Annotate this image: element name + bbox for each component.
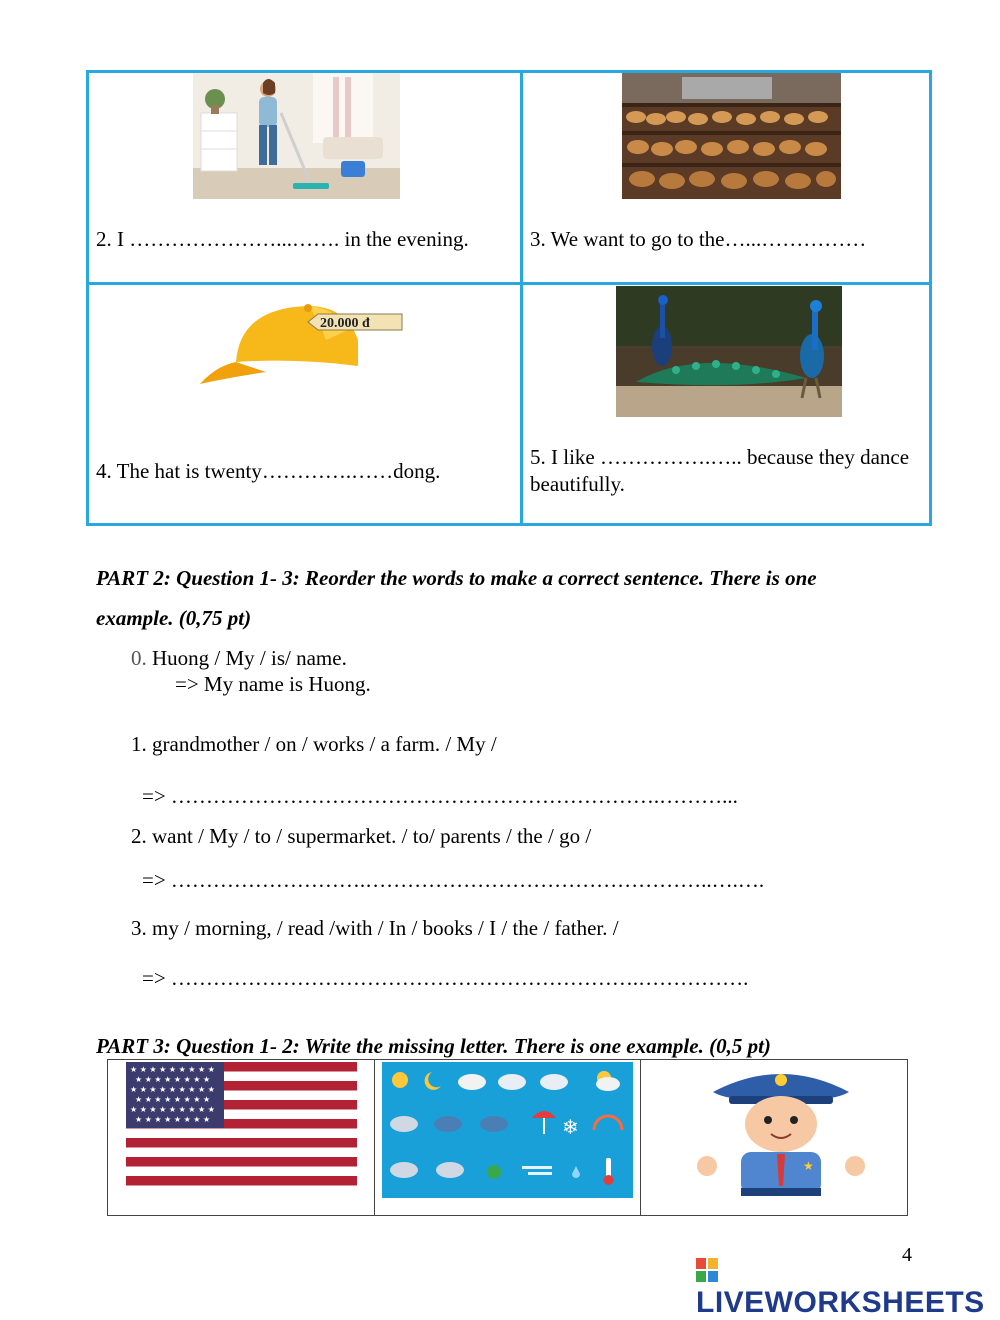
reorder-question-2: 2. want / My / to / supermarket. / to/ parents / the / go / [131,824,592,848]
part2-heading-line1: PART 2: Question 1- 3: Reorder the words to make a correct sentence. There is one [96,566,817,590]
grid-divider-vertical [520,70,523,526]
question-5-text-line1: 5. I like …………….….. because they dance [530,445,910,469]
liveworksheets-logo [696,1252,1000,1320]
svg-text:❄: ❄ [562,1115,579,1139]
liveworksheets-wordmark: LIVEWORKSHEETS [696,1286,985,1319]
question-4-text: 4. The hat is twenty………….……dong. [96,459,441,483]
page-number: 4 [902,1244,912,1266]
part3-heading: PART 3: Question 1- 2: Write the missing letter. There is one example. (0,5 pt) [96,1034,771,1058]
example-answer: => My name is Huong. [175,672,371,696]
svg-text:★ ★ ★ ★ ★ ★ ★ ★ ★: ★ ★ ★ ★ ★ ★ ★ ★ ★ [130,1065,215,1074]
part2-heading-line2: example. (0,75 pt) [96,606,252,630]
example-prompt-text: Huong / My / is/ name. [152,646,347,670]
example-prompt [131,646,347,671]
svg-text:★ ★ ★ ★ ★ ★ ★ ★: ★ ★ ★ ★ ★ ★ ★ ★ [135,1075,211,1084]
question-3-text: 3. We want to go to the…...…………… [530,227,867,251]
bakery-image [622,73,841,199]
question-5-text-line2: beautifully. [530,472,625,496]
price-tag-label: 20.000 đ [320,316,370,331]
us-flag-image [126,1062,357,1186]
yellow-cap-image [196,300,408,392]
example-number: 0. [131,646,147,670]
answer-line-2[interactable]: => ……………………….…………………………………………..….…. [142,868,765,892]
part3-divider-2 [640,1059,641,1216]
reorder-question-3: 3. my / morning, / read /with / In / books / I / the / father. / [131,916,619,940]
woman-mopping-image [193,73,400,199]
answer-line-1[interactable]: => …………………………………………………………….………... [142,784,738,808]
liveworksheets-logo-icon [696,1258,718,1282]
grid-divider-horizontal [86,282,932,285]
part3-divider-1 [374,1059,375,1216]
svg-text:★ ★ ★ ★ ★ ★ ★ ★ ★: ★ ★ ★ ★ ★ ★ ★ ★ ★ [130,1105,215,1114]
svg-text:★ ★ ★ ★ ★ ★ ★ ★: ★ ★ ★ ★ ★ ★ ★ ★ [135,1115,211,1124]
police-officer-image [683,1062,879,1203]
question-2-text: 2. I …………………...……. in the evening. [96,227,469,251]
svg-text:★ ★ ★ ★ ★ ★ ★ ★: ★ ★ ★ ★ ★ ★ ★ ★ [135,1095,211,1104]
svg-text:★: ★ [803,1159,814,1173]
svg-text:★ ★ ★ ★ ★ ★ ★ ★ ★: ★ ★ ★ ★ ★ ★ ★ ★ ★ [130,1085,215,1094]
reorder-question-1: 1. grandmother / on / works / a farm. / My / [131,732,497,756]
peacock-image [616,286,842,417]
answer-line-3[interactable]: => ………………………………………………………….……………. [142,966,749,990]
weather-icons-image [382,1062,633,1198]
